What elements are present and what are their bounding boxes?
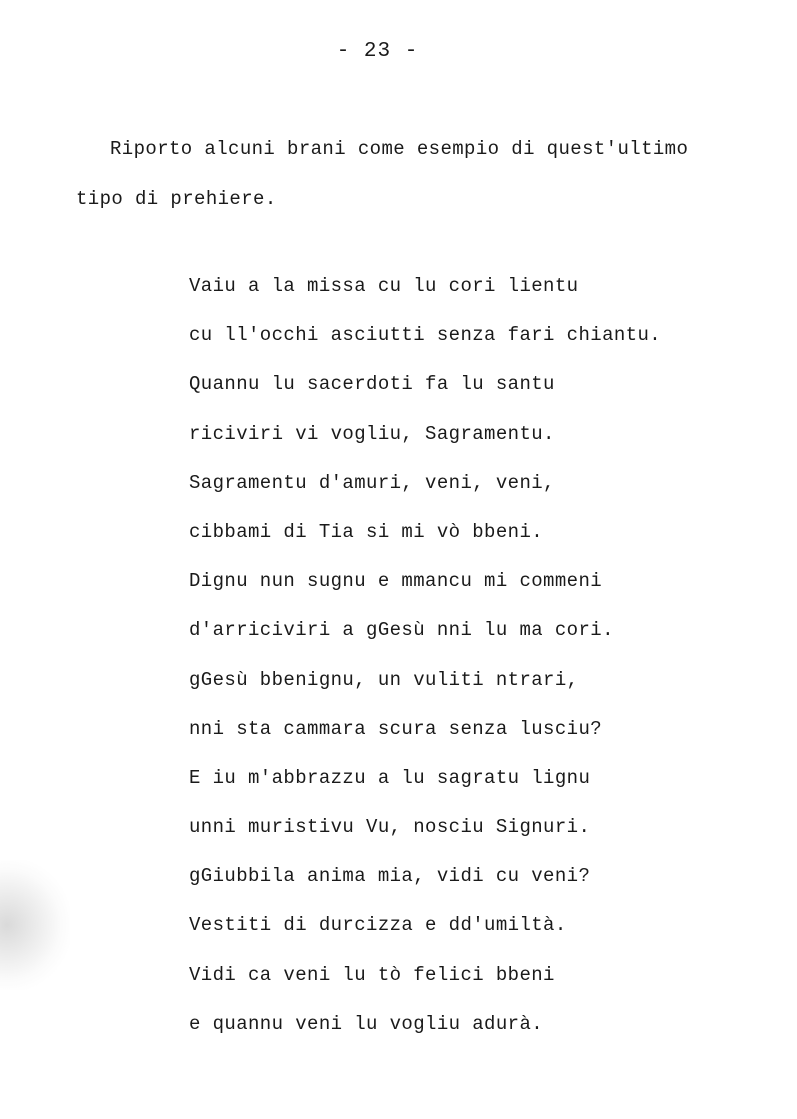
intro-line-2: tipo di prehiere. — [76, 188, 277, 210]
intro-paragraph — [76, 124, 766, 224]
poem-line: Sagramentu d'amuri, veni, veni, — [189, 471, 555, 494]
page-number: - 23 - — [336, 40, 419, 63]
poem-line: Vaiu a la missa cu lu cori lientu — [189, 275, 579, 297]
poem-line: Dignu nun sugnu e mmancu mi commeni — [189, 570, 603, 593]
poem-line: cu ll'occhi asciutti senza fari chiantu. — [189, 324, 662, 347]
poem-line: unni muristivu Vu, nosciu Signuri. — [189, 816, 591, 839]
poem-line: Quannu lu sacerdoti fa lu santu — [189, 373, 555, 396]
poem-line: cibbami di Tia si mi vò bbeni. — [189, 520, 544, 543]
poem-line: nni sta cammara scura senza lusciu? — [189, 717, 603, 740]
poem — [189, 268, 769, 1055]
scan-smudge — [0, 860, 70, 990]
poem-line: Vestiti di durcizza e dd'umiltà. — [189, 914, 567, 937]
poem-line: gGiubbila anima mia, vidi cu veni? — [189, 865, 591, 888]
poem-line: E iu m'abbrazzu a lu sagratu lignu — [189, 766, 591, 789]
poem-line: d'arriciviri a gGesù nni lu ma cori. — [189, 619, 614, 642]
poem-line: riciviri vi vogliu, Sagramentu. — [189, 422, 555, 445]
poem-line: e quannu veni lu vogliu adurà. — [189, 1012, 544, 1035]
intro-line-1: Riporto alcuni brani come esempio di quest'ultimo — [110, 138, 689, 160]
poem-line: Vidi ca veni lu tò felici bbeni — [189, 963, 555, 986]
poem-line: gGesù bbenignu, un vuliti ntrari, — [189, 668, 579, 691]
